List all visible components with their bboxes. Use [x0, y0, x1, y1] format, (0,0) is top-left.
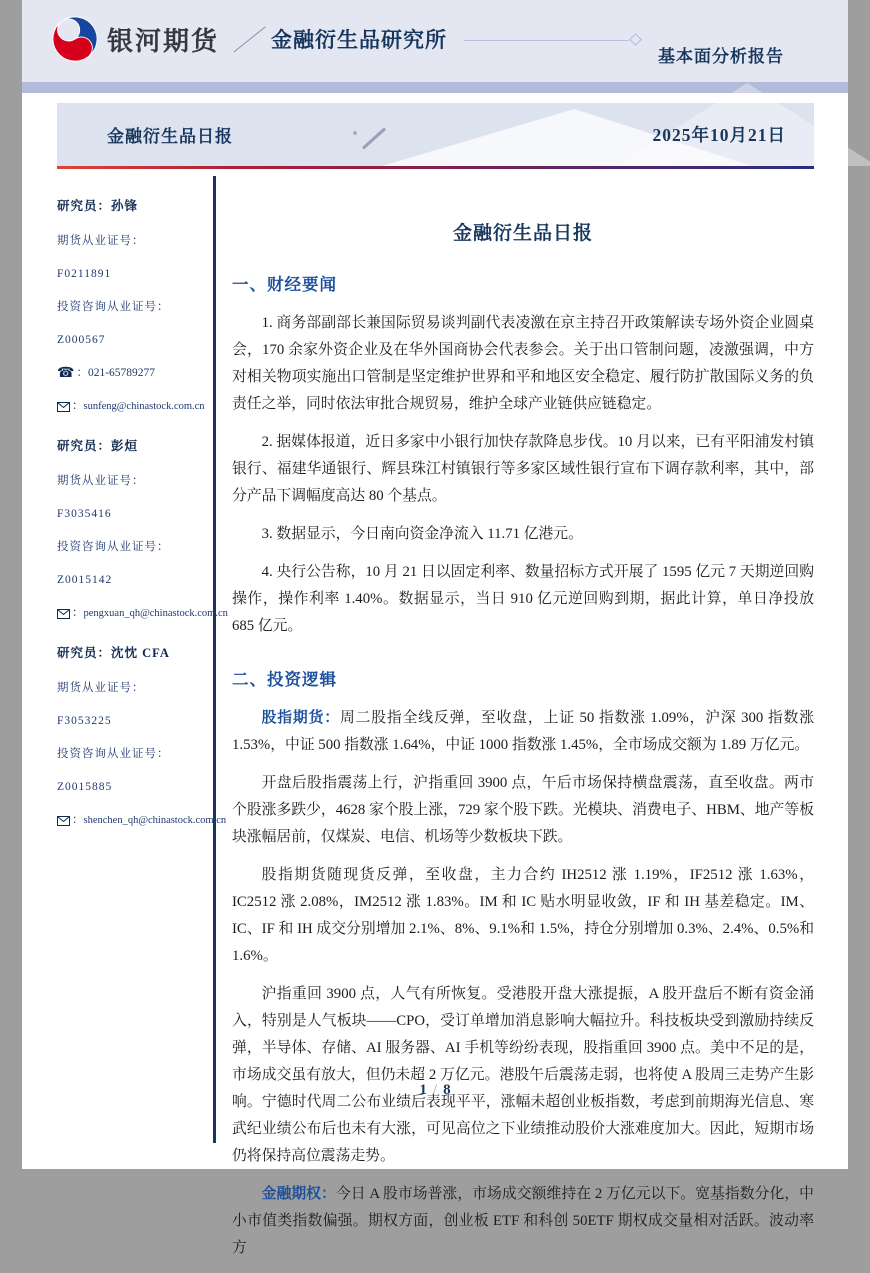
header-strip [22, 82, 848, 93]
phone-icon: ☎ [57, 365, 75, 381]
advisory-license-label: 投资咨询从业证号： [57, 541, 170, 553]
email-line [57, 399, 207, 414]
news-paragraph [232, 429, 814, 510]
report-banner [57, 103, 814, 166]
logic-paragraph [232, 981, 814, 1170]
contact-colon: ： [72, 607, 84, 619]
page-header [22, 0, 848, 82]
paragraph-text: 1. 商务部副部长兼国际贸易谈判副代表凌激在京主持召开政策解读专场外资企业圆桌会，170 余家外资企业及在华外国商协会代表参会。关于出口管制问题，凌激强调，中方对相关物项实施出口管制是坚定维护世界和平和地区安全稳定、履行防扩散国际义务的负责任之举，同时依法审批合规贸易，维护全球产业链供应链稳定。 [232, 315, 814, 412]
researcher-name: 研究员：沈忱 CFA [57, 646, 170, 660]
main-content [232, 176, 814, 1273]
page-number-total: 8 [443, 1082, 451, 1098]
email-line [57, 813, 227, 828]
banner-title: 金融衍生品日报 [107, 127, 233, 146]
advisory-license-value: Z0015885 [57, 781, 113, 793]
banner-dot-decoration [353, 131, 357, 135]
banner-slash-decoration [362, 127, 386, 149]
advisory-license-value: Z0015142 [57, 574, 113, 586]
futures-license-value: F3035416 [57, 508, 112, 520]
phone-line [57, 366, 207, 381]
paragraph-text: 今日 A 股市场普涨，市场成交额维持在 2 万亿元以下。宽基指数分化，中小市值类指数偏强。期权方面，创业板 ETF 和科创 50ETF 期权成交量相对活跃。波动率方 [232, 1186, 814, 1256]
paragraph-text: 4. 央行公告称，10 月 21 日以固定利率、数量招标方式开展了 1595 亿元 7 天期逆回购操作，操作利率 1.40%。数据显示，当日 910 亿元逆回购到期，据此计算，单日净投放 685 亿元。 [232, 564, 814, 634]
brand-name: 银河期货 [107, 25, 220, 56]
galaxy-logo-icon [52, 16, 98, 62]
contact-colon: ： [72, 814, 84, 826]
futures-license-value: F0211891 [57, 268, 112, 280]
logic-paragraph [232, 705, 814, 759]
email-value: sunfeng@chinastock.com.cn [83, 401, 205, 412]
paragraph-lead: 股指期货： [261, 710, 340, 726]
email-icon [57, 402, 70, 412]
section-heading-news: 一、财经要闻 [232, 276, 337, 294]
report-page [22, 0, 848, 1256]
logic-paragraph [232, 1181, 814, 1262]
news-paragraph [232, 521, 814, 548]
institute-name: 金融衍生品研究所 [271, 29, 448, 52]
logic-paragraph [232, 862, 814, 970]
page-number-separator: / [432, 1082, 438, 1098]
futures-license-value: F3053225 [57, 715, 112, 727]
page-footer [22, 1082, 848, 1099]
researcher-block [57, 436, 228, 621]
phone-value: 021-65789277 [87, 367, 156, 379]
content-divider [213, 176, 216, 1143]
researcher-sidebar [57, 196, 228, 846]
report-type-label: 基本面分析报告 [658, 47, 784, 66]
email-icon [57, 816, 70, 826]
logic-paragraph [232, 770, 814, 851]
advisory-license-label: 投资咨询从业证号： [57, 301, 170, 313]
news-paragraph [232, 559, 814, 640]
advisory-license-value: Z000567 [57, 334, 106, 346]
page-number-current: 1 [419, 1082, 427, 1098]
brand-slash: ／ [233, 25, 262, 56]
paragraph-text: 周二股指全线反弹，至收盘，上证 50 指数涨 1.09%，沪深 300 指数涨 1.53%，中证 500 指数涨 1.64%，中证 1000 指数涨 1.45%，全市场成交额为 1.89 万亿元。 [232, 710, 814, 753]
paragraph-text: 沪指重回 3900 点，人气有所恢复。受港股开盘大涨提振，A 股开盘后不断有资金涌入，特别是人气板块——CPO，受订单增加消息影响大幅拉升。科技板块受到激励持续反弹，半导体、存储、AI 服务器、AI 手机等纷纷表现，股指重回 3900 点。美中不足的是，市场成交虽有放大，但仍未超 2 万亿元。港股午后震荡走弱，也将使 A 股周三走势产生影响。宁德时代周二公布业绩后表现平平，涨幅未超创业板指数，考虑到前期海光信息、寒武纪业绩公布后也未有大涨，可见高位之下业绩推动股价大涨难度加大。因此，短期市场仍将保持高位震荡走势。 [232, 986, 814, 1164]
email-value: shenchen_qh@chinastock.com.cn [83, 815, 227, 826]
email-line [57, 606, 228, 621]
futures-license-label: 期货从业证号： [57, 682, 145, 694]
contact-colon: ： [76, 367, 88, 379]
email-value: pengxuan_qh@chinastock.com.cn [83, 608, 228, 619]
paragraph-lead: 金融期权： [261, 1186, 336, 1202]
header-rule-line [464, 40, 629, 41]
contact-colon: ： [72, 400, 84, 412]
banner-gradient-rule [57, 166, 814, 169]
diamond-icon [629, 33, 642, 46]
futures-license-label: 期货从业证号： [57, 235, 145, 247]
advisory-license-label: 投资咨询从业证号： [57, 748, 170, 760]
document-title: 金融衍生品日报 [452, 223, 593, 244]
section-heading-logic: 二、投资逻辑 [232, 671, 337, 689]
paragraph-text: 2. 据媒体报道，近日多家中小银行加快存款降息步伐。10 月以来，已有平阳浦发村镇银行、福建华通银行、辉县珠江村镇银行等多家区域性银行宣布下调存款利率，其中，部分产品下调幅度高达 80 个基点。 [232, 434, 814, 504]
brand-row [52, 16, 447, 62]
paragraph-text: 股指期货随现货反弹，至收盘，主力合约 IH2512 涨 1.19%，IF2512 涨 1.63%，IC2512 涨 2.08%，IM2512 涨 1.83%。IM 和 IC 贴水明显收敛，IF 和 IH 基差稳定。IM、IC、IF 和 IH 成交分别增加 2.1%、8%、9.1%和 1.5%，持仓分别增加 0.3%、2.4%、0.5%和 1.6%。 [232, 867, 814, 964]
paragraph-text: 开盘后股指震荡上行，沪指重回 3900 点，午后市场保持横盘震荡，直至收盘。两市个股涨多跌少，4628 家个股上涨，729 家个股下跌。光模块、消费电子、HBM、地产等板块涨幅居前，仅煤炭、电信、机场等少数板块下跌。 [232, 775, 814, 845]
researcher-name: 研究员：孙锋 [57, 199, 139, 213]
news-paragraph [232, 310, 814, 418]
futures-license-label: 期货从业证号： [57, 475, 145, 487]
banner-date: 2025年10月21日 [652, 125, 786, 145]
email-icon [57, 609, 70, 619]
researcher-block [57, 196, 207, 414]
paragraph-text: 3. 数据显示，今日南向资金净流入 11.71 亿港元。 [261, 526, 583, 542]
researcher-block [57, 643, 227, 828]
researcher-name: 研究员：彭烜 [57, 439, 139, 453]
